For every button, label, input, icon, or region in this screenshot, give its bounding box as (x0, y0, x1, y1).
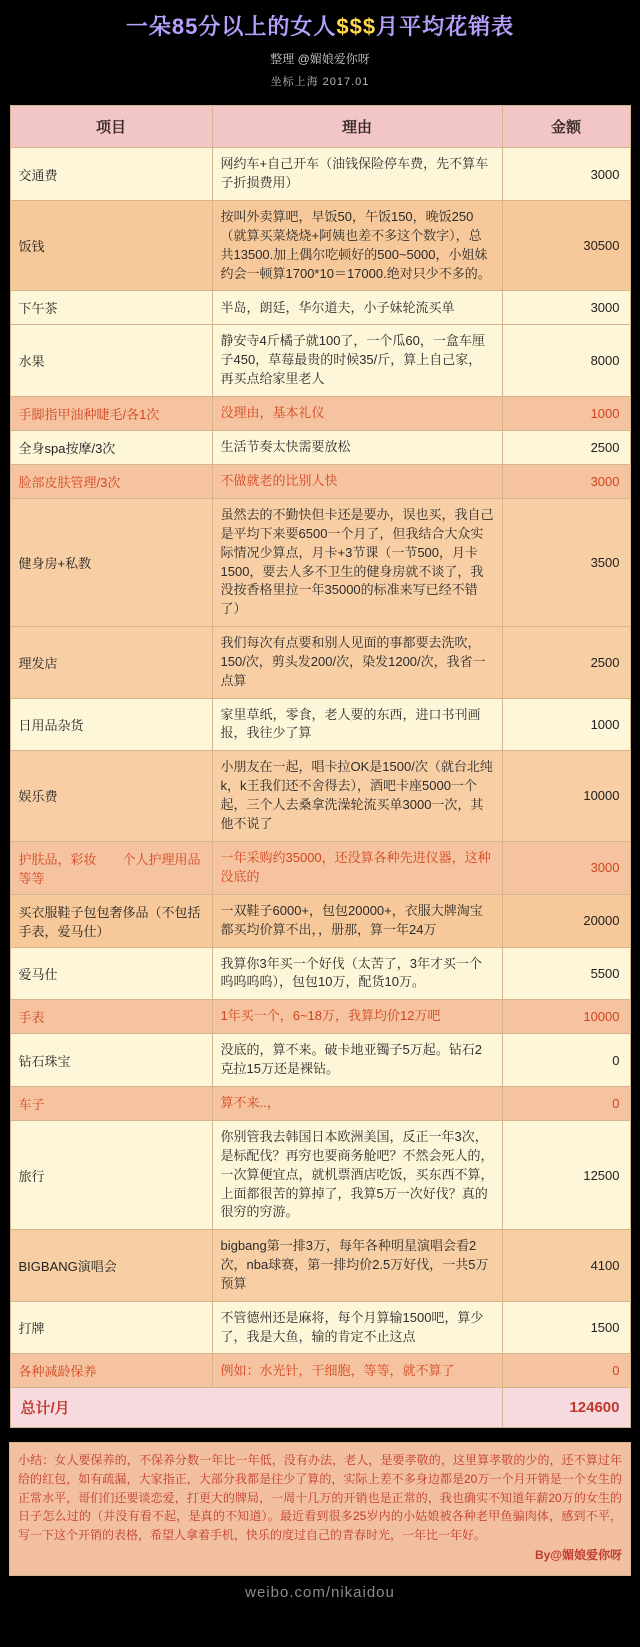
row-amount: 8000 (502, 325, 630, 397)
table-row (10, 148, 630, 201)
row-item: 钻石珠宝 (10, 1034, 212, 1087)
total-amount: 124600 (502, 1388, 630, 1428)
row-reason: 一双鞋子6000+，包包20000+，衣服大牌淘宝都买均价算不出，，册那，算一年24万 (212, 894, 502, 947)
row-reason: 一年采购约35000，还没算各种先进仪器，这种没底的 (212, 841, 502, 894)
row-reason: 虽然去的不勤快但卡还是要办，误也买，我自己是平均下来要6500一个月了，但我结合大众实际情况少算点，月卡+3节课（一节500，月卡1500，要去人多不卫生的健身房就不谈了，我没按香格里拉一年35000的标准来写已经不错了） (212, 498, 502, 626)
row-amount: 3000 (502, 464, 630, 498)
row-item: 打牌 (10, 1301, 212, 1354)
row-reason: 你别管我去韩国日本欧洲美国，反正一年3次，是标配伐？再穷也要商务舱吧？不然会死人的，一次算便宜点，就机票酒店吃饭，买东西不算，上面都很苦的算掉了，我算5万一次好伐？真的很穷的穷游。 (212, 1121, 502, 1230)
row-amount: 2500 (502, 627, 630, 699)
table-row (10, 751, 630, 841)
row-item: 健身房+私教 (10, 498, 212, 626)
row-amount: 1000 (502, 396, 630, 430)
author-credit: 整理 @媚娘爱你呀 (270, 52, 370, 67)
row-amount: 20000 (502, 894, 630, 947)
table-row (10, 498, 630, 626)
row-item: 交通费 (10, 148, 212, 201)
row-reason: 不管德州还是麻将，每个月算输1500吧，算少了，我是大鱼，输的肯定不止这点 (212, 1301, 502, 1354)
table-row (10, 464, 630, 498)
row-amount: 3000 (502, 291, 630, 325)
total-row (10, 1388, 630, 1428)
row-item: 理发店 (10, 627, 212, 699)
row-item: 下午茶 (10, 291, 212, 325)
row-amount: 10000 (502, 1000, 630, 1034)
row-item: BIGBANG演唱会 (10, 1230, 212, 1302)
row-item: 日用品杂货 (10, 698, 212, 751)
row-amount: 3500 (502, 498, 630, 626)
footer (0, 1576, 640, 1614)
row-reason: 生活节奏太快需要放松 (212, 430, 502, 464)
row-reason: 静安寺4斤橘子就100了，一个瓜60，一盒车厘子450，草莓最贵的时候35/斤，算上自己家，再买点给家里老人 (212, 325, 502, 397)
table-row (10, 1087, 630, 1121)
table-row (10, 325, 630, 397)
row-item: 买衣服鞋子包包奢侈品（不包括手表，爱马仕） (10, 894, 212, 947)
row-item: 饭钱 (10, 201, 212, 291)
row-reason: bigbang第一排3万，每年各种明星演唱会看2次，nba球赛，第一排均价2.5万好伐，一共5万预算 (212, 1230, 502, 1302)
row-item: 全身spa按摩/3次 (10, 430, 212, 464)
row-reason: 例如：水光针，干细胞，等等，就不算了 (212, 1354, 502, 1388)
row-item: 旅行 (10, 1121, 212, 1230)
row-amount: 2500 (502, 430, 630, 464)
row-reason: 家里草纸，零食，老人要的东西，进口书刊画报，我往少了算 (212, 698, 502, 751)
table-row (10, 396, 630, 430)
row-amount: 0 (502, 1034, 630, 1087)
table-row (10, 841, 630, 894)
column-header-reason: 理由 (212, 106, 502, 148)
row-reason: 不做就老的比别人快 (212, 464, 502, 498)
row-amount: 30500 (502, 201, 630, 291)
row-reason: 算不来..， (212, 1087, 502, 1121)
row-amount: 4100 (502, 1230, 630, 1302)
total-label: 总计/月 (10, 1388, 502, 1428)
summary-text: 小结：女人要保养的，不保养分数一年比一年低，没有办法，老人，是要孝敬的，这里算孝敬的少的，还不算过年给的红包，如有疏漏，大家指正，大部分我都是往少了算的，实际上差不多身边都是20万一个月开销是一个女生的正常水平，哥们们还要谈恋爱，打更大的牌局，一周十几万的开销也是正常的，我也确实不知道年薪20万的女生的日子怎么过的（并没有看不起，是真的不知道）。最近看到很多25岁内的小姑娘被各种老甲鱼骗肉体，感到不平，写一下这个开销的表格，希望人拿着手机，快乐的度过自己的青春时光，一年比一年好。 (18, 1453, 622, 1542)
row-amount: 10000 (502, 751, 630, 841)
table-row (10, 894, 630, 947)
table-row (10, 1121, 630, 1230)
row-item: 各种减龄保养 (10, 1354, 212, 1388)
row-item: 水果 (10, 325, 212, 397)
table-row (10, 1034, 630, 1087)
row-reason: 半岛，朗廷，华尔道夫，小子妹轮流买单 (212, 291, 502, 325)
table-row (10, 1000, 630, 1034)
row-item: 护肤品，彩妆 个人护理用品等等 (10, 841, 212, 894)
row-amount: 1500 (502, 1301, 630, 1354)
row-reason: 小朋友在一起，唱卡拉OK是1500/次（就台北纯k，k王我们还不舍得去），酒吧卡座5000一个起，三个人去桑拿洗澡轮流买单3000一次，其他不说了 (212, 751, 502, 841)
table-body (10, 148, 630, 1388)
expense-table (10, 105, 631, 1428)
page-title (0, 14, 640, 40)
table-row (10, 627, 630, 699)
location-date: 坐标上海 2017.01 (270, 76, 370, 89)
row-reason: 没理由，基本礼仪 (212, 396, 502, 430)
row-item: 脸部皮肤管理/3次 (10, 464, 212, 498)
row-reason: 网约车+自己开车（油钱保险停车费，先不算车子折损费用） (212, 148, 502, 201)
column-header-item: 项目 (10, 106, 212, 148)
table-row (10, 698, 630, 751)
summary-signature: By@媚娘爱你呀 (534, 1548, 622, 1563)
title-part-2: 月平均花销表 (376, 14, 515, 39)
table-row (10, 1301, 630, 1354)
title-money-symbol: $$$ (336, 14, 377, 39)
watermark: weibo.com/nikaidou (245, 1584, 395, 1602)
row-amount: 12500 (502, 1121, 630, 1230)
spacer (0, 1428, 640, 1434)
summary-block (9, 1442, 631, 1576)
row-amount: 0 (502, 1354, 630, 1388)
row-amount: 3000 (502, 841, 630, 894)
row-reason: 按叫外卖算吧，早饭50，午饭150，晚饭250（就算买菜烧烧+阿姨也差不多这个数字），总共13500.加上偶尔吃顿好的500~5000，小姐妹约会一顿算1700*10＝17000.绝对只少不多的。 (212, 201, 502, 291)
header (0, 0, 640, 99)
table-row (10, 1354, 630, 1388)
table-row (10, 430, 630, 464)
row-reason: 我们每次有点要和别人见面的事都要去洗吹，150/次，剪头发200/次，染发1200/次，我省一点算 (212, 627, 502, 699)
row-item: 手表 (10, 1000, 212, 1034)
row-amount: 3000 (502, 148, 630, 201)
table-row (10, 947, 630, 1000)
row-reason: 我算你3年买一个好伐（太苦了，3年才买一个呜呜呜呜），包包10万，配货10万。 (212, 947, 502, 1000)
table-row (10, 201, 630, 291)
row-reason: 1年买一个，6~18万，我算均价12万吧 (212, 1000, 502, 1034)
column-header-amount: 金额 (502, 106, 630, 148)
row-item: 娱乐费 (10, 751, 212, 841)
row-item: 手脚指甲油种睫毛/各1次 (10, 396, 212, 430)
row-amount: 1000 (502, 698, 630, 751)
title-part-1: 一朵85分以上的女人 (125, 14, 337, 39)
row-amount: 0 (502, 1087, 630, 1121)
row-item: 车子 (10, 1087, 212, 1121)
table-row (10, 291, 630, 325)
table-header-row (10, 106, 630, 148)
row-reason: 没底的，算不来。破卡地亚镯子5万起。钻石2克拉15万还是裸钻。 (212, 1034, 502, 1087)
row-amount: 5500 (502, 947, 630, 1000)
table-row (10, 1230, 630, 1302)
row-item: 爱马仕 (10, 947, 212, 1000)
